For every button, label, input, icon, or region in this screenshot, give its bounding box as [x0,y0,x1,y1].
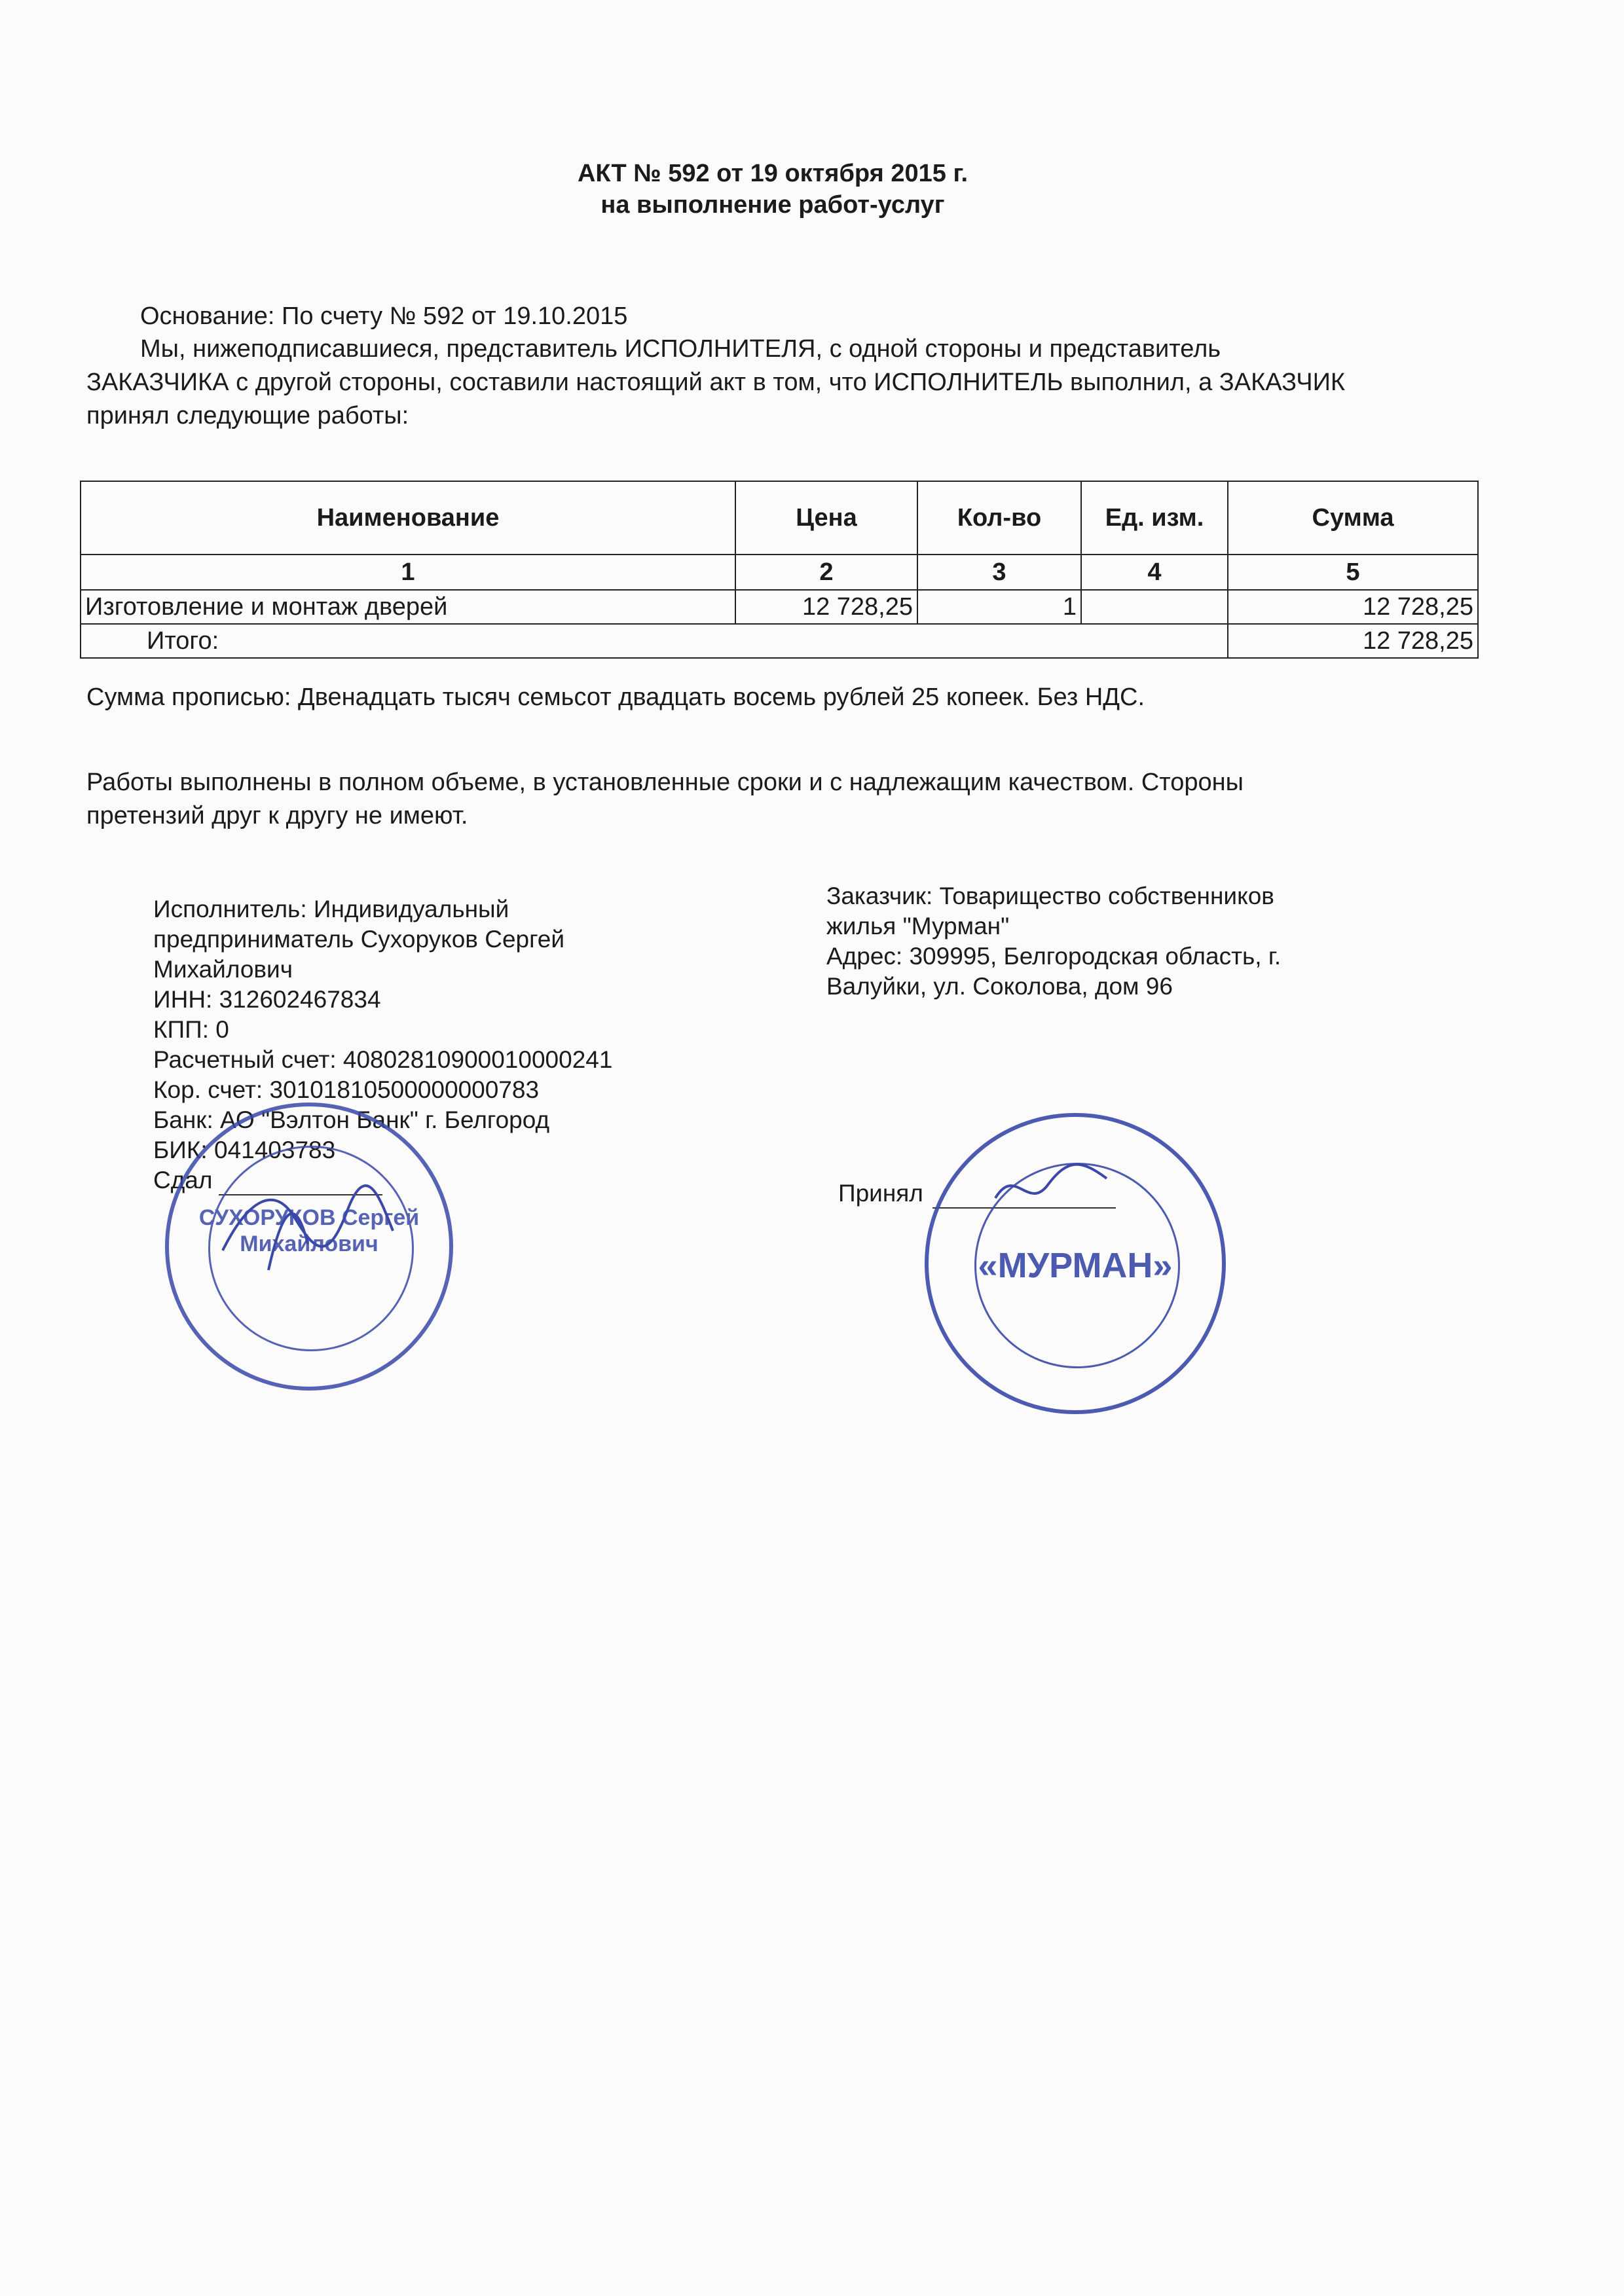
column-number: 2 [735,555,917,590]
basis-line: Основание: По счету № 592 от 19.10.2015 [140,302,628,330]
header-sum: Сумма [1228,481,1478,555]
customer-address: Валуйки, ул. Соколова, дом 96 [826,973,1173,1000]
row-qty: 1 [917,590,1081,624]
contractor-line: предприниматель Сухоруков Сергей [153,926,565,953]
header-qty: Кол-во [917,481,1081,555]
table-row [81,590,1478,624]
row-price: 12 728,25 [735,590,917,624]
act-title: АКТ № 592 от 19 октября 2015 г. [577,160,969,187]
header-price: Цена [735,481,917,555]
contractor-kpp: КПП: 0 [153,1016,229,1043]
intro-line-3: принял следующие работы: [86,402,409,429]
completion-line-2: претензий друг к другу не имеют. [86,802,468,829]
column-number: 1 [81,555,735,590]
contractor-signature-icon [196,1172,413,1283]
completion-line-1: Работы выполнены в полном объеме, в установленные сроки и с надлежащим качеством. Стороны [86,769,1244,796]
row-sum: 12 728,25 [1228,590,1478,624]
intro-line-1: Мы, нижеподписавшиеся, представитель ИСПОЛНИТЕЛЯ, с одной стороны и представитель [140,335,1221,363]
customer-details [826,881,1281,1002]
table-column-numbers-row [81,555,1478,590]
column-number: 5 [1228,555,1478,590]
contractor-corr-account: Кор. счет: 30101810500000000783 [153,1076,540,1103]
row-name: Изготовление и монтаж дверей [81,590,735,624]
header-name: Наименование [81,481,735,555]
customer-line: Заказчик: Товарищество собственников [826,883,1274,909]
stamp-center-text: «МУРМАН» [978,1246,1173,1285]
contractor-inn: ИНН: 312602467834 [153,986,381,1013]
intro-line-2: ЗАКАЗЧИКА с другой стороны, составили настоящий акт в том, что ИСПОЛНИТЕЛЬ выполнил, а ЗАКАЗЧИК [86,369,1346,396]
column-number: 3 [917,555,1081,590]
contractor-signed-label: Сдал [153,1167,213,1194]
amount-in-words: Сумма прописью: Двенадцать тысяч семьсот двадцать восемь рублей 25 копеек. Без НДС. [86,683,1145,711]
act-subtitle: на выполнение работ-услуг [600,191,945,219]
customer-signed-label: Принял [838,1180,923,1207]
customer-signature-icon [982,1152,1126,1224]
customer-line: жилья "Мурман" [826,913,1010,939]
customer-address: Адрес: 309995, Белгородская область, г. [826,943,1282,970]
stamp-center-text: СУХОРУКОВ Сергей Михайлович [198,1205,420,1256]
contractor-line: Михайлович [153,956,293,983]
contractor-account: Расчетный счет: 40802810900010000241 [153,1046,613,1073]
contractor-bik: БИК: 041403783 [153,1137,336,1163]
contractor-line: Исполнитель: Индивидуальный [153,896,509,922]
header-unit: Ед. изм. [1081,481,1228,555]
contractor-bank: Банк: АО "Вэлтон Банк" г. Белгород [153,1106,550,1133]
row-unit [1081,590,1228,624]
total-value: 12 728,25 [1228,624,1478,658]
items-table [80,481,1479,659]
column-number: 4 [1081,555,1228,590]
table-header-row [81,481,1478,555]
table-total-row [81,624,1478,658]
total-label: Итого: [81,624,1228,658]
